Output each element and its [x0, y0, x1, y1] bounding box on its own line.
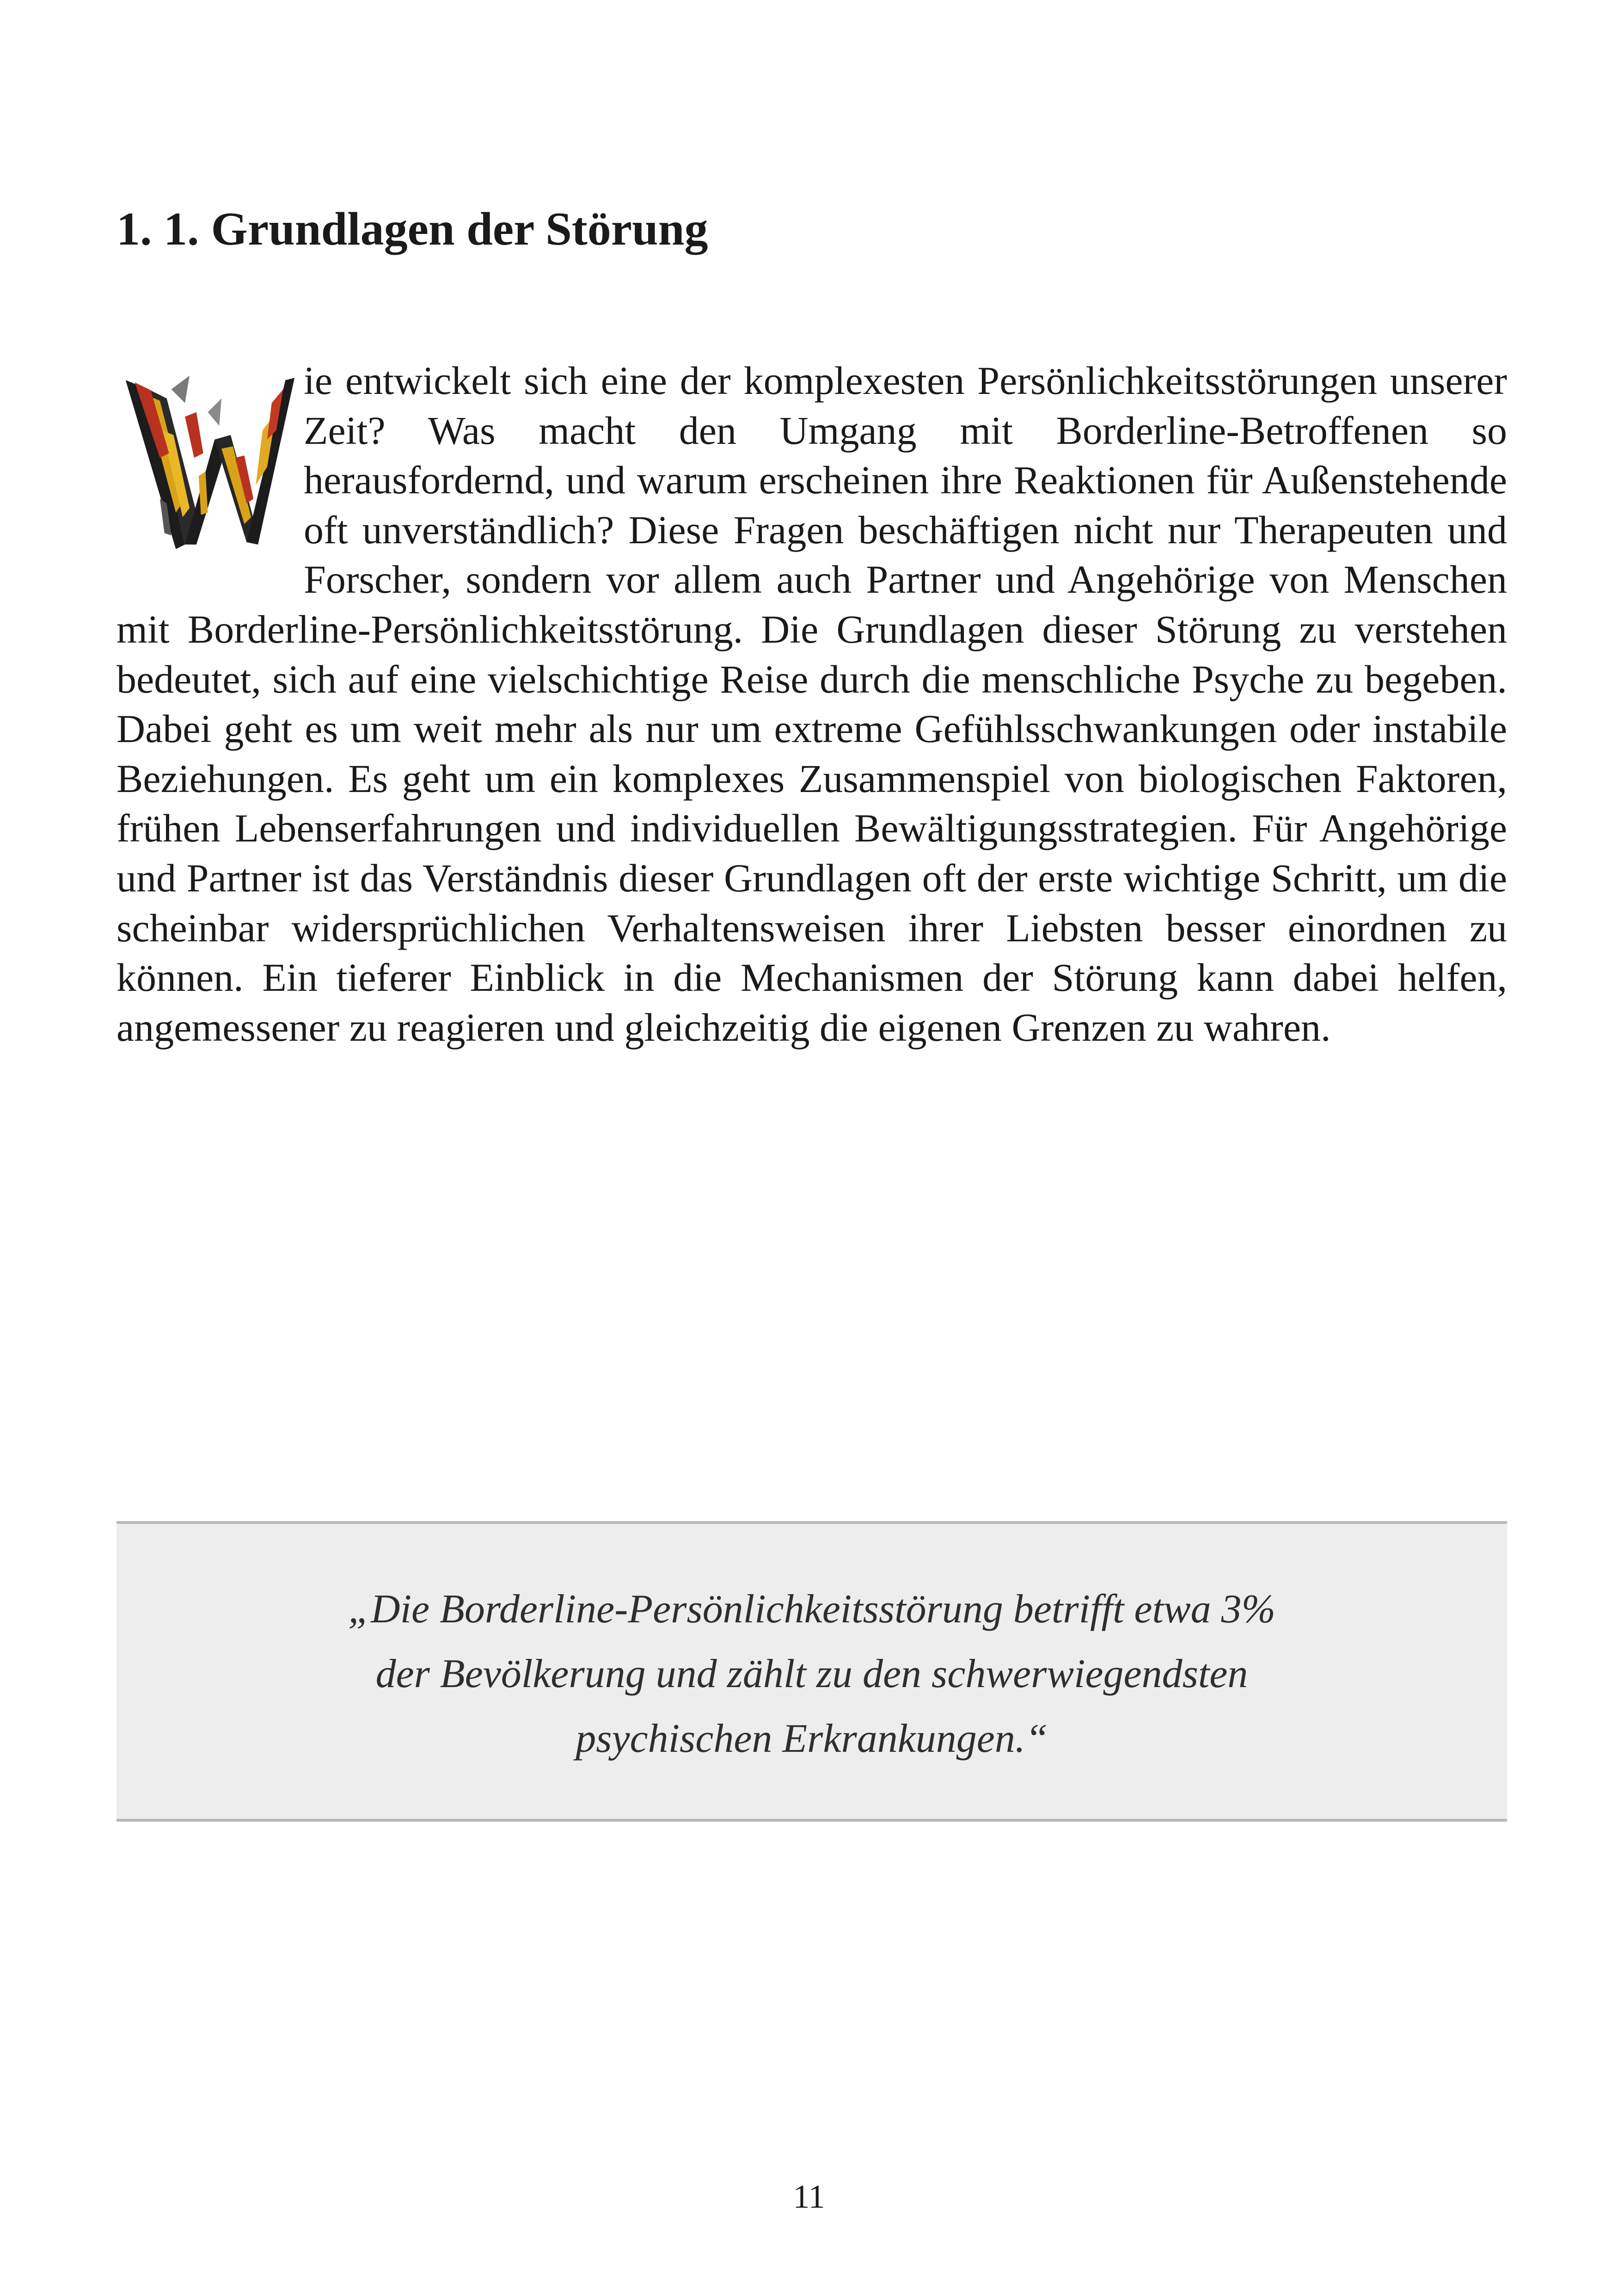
- quote-line: der Bevölkerung und zählt zu den schwerwiegendsten: [375, 1651, 1248, 1696]
- page-number: 11: [793, 2178, 825, 2215]
- decorative-initial-w-icon: [116, 361, 299, 559]
- pull-quote: [116, 1577, 1507, 1771]
- quote-line: psychischen Erkrankungen.“: [576, 1716, 1048, 1761]
- body-paragraph: [116, 356, 1507, 1052]
- section-heading: [116, 203, 708, 255]
- quote-line: „Die Borderline-Persönlichkeitsstörung betrifft etwa 3%: [348, 1587, 1275, 1632]
- section-title: Grundlagen der Störung: [211, 203, 708, 255]
- section-number: 1. 1.: [116, 203, 199, 255]
- body-text: ie entwickelt sich eine der komplexesten Persönlichkeitsstörungen unserer Zeit? Was macht den Umgang mit Borderline-Betroffenen so herausfordernd, und warum erscheinen ihre Reaktionen für Außenstehende oft unverständlich? Diese Fragen beschäftigen nicht nur Therapeuten und Forscher, sondern vor allem auch Partner und Angehörige von Menschen mit Borderline-Persönlichkeitsstörung. Die Grundlagen dieser Störung zu verstehen bedeutet, sich auf eine vielschichtige Reise durch die menschliche Psyche zu begeben. Dabei geht es um weit mehr als nur um extreme Gefühlsschwankungen oder instabile Beziehungen. Es geht um ein komplexes Zusammenspiel von biologischen Faktoren, frühen Lebenserfahrungen und individuellen Bewältigungsstrategien. Für Angehörige und Partner ist das Verständnis dieser Grundlagen oft der erste wichtige Schritt, um die scheinbar widersprüchlichen Verhaltensweisen ihrer Liebsten besser einordnen zu können. Ein tieferer Einblick in die Mechanismen der Störung kann dabei helfen, angemessener zu reagieren und gleichzeitig die eigenen Grenzen zu wahren.: [116, 358, 1507, 1050]
- pull-quote-box: [116, 1521, 1507, 1822]
